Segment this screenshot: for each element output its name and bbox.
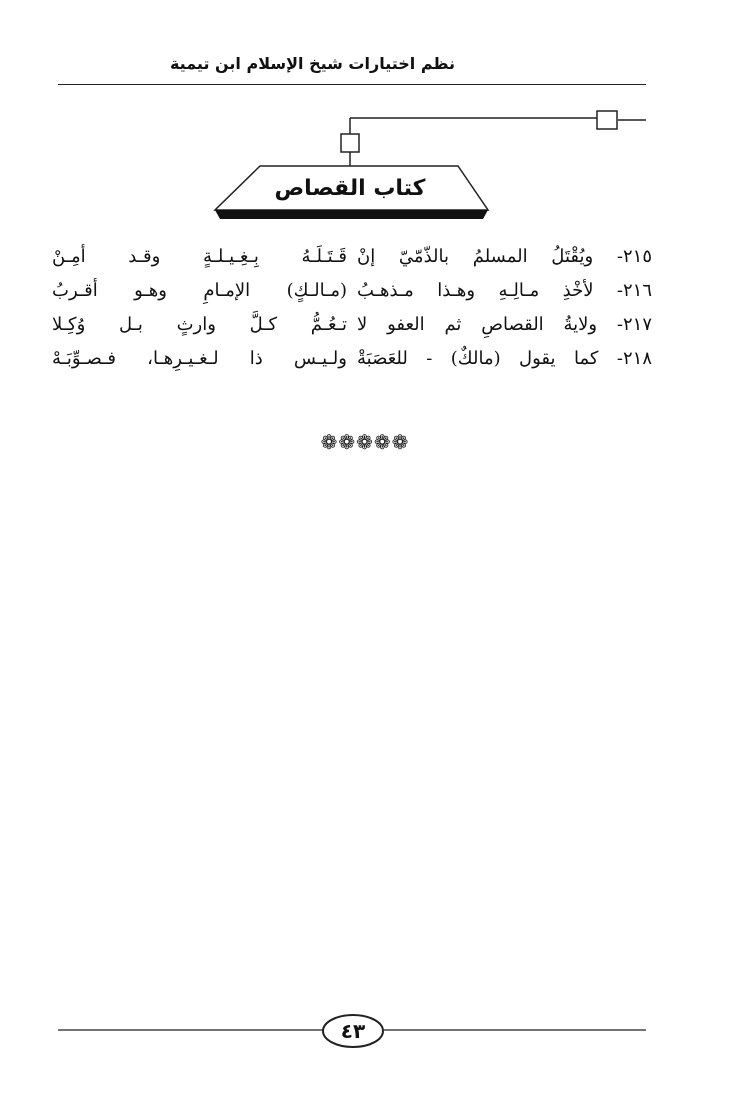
verse-first-hemistich: ٢١٦- لأخْذِ مـالِـهِ وهـذا مـذهـبُ [357, 280, 652, 301]
chapter-title: كتاب القصاص [274, 176, 426, 201]
verse-217 [52, 308, 652, 342]
verse-216 [52, 274, 652, 308]
chapter-connector [341, 111, 646, 166]
section-separator-flowers: ❁❁❁❁❁ [320, 430, 410, 454]
running-header-title: نظم اختيارات شيخ الإسلام ابن تيمية [169, 54, 455, 73]
page-number: ٤٣ [340, 1019, 366, 1043]
verse-second-hemistich: ولـيـس ذا لـغـيـرِهـا، فـصـوِّبَـهْ [52, 348, 347, 369]
verse-second-hemistich: (مـالـكٍ) الإمـامِ وهـو أقـربُ [52, 280, 347, 301]
verse-218 [52, 342, 652, 376]
verse-first-hemistich: ٢١٧- ولايةُ القصاصِ ثم العفو لا [357, 314, 652, 335]
verse-second-hemistich: قَـتَـلَـهُ بِـغِـيـلـةٍ وقـد أمِـنْ [52, 246, 347, 267]
verse-list [52, 240, 652, 376]
verse-first-hemistich: ٢١٨- كما يقول (مالكٌ) - للعَصَبَةْ [357, 348, 652, 369]
verse-first-hemistich: ٢١٥- ويُقْتَلُ المسلمُ بالذّمّيّ إنْ [357, 246, 652, 267]
verse-second-hemistich: تـعُـمُّ كـلَّ وارثٍ بـل وُكِـلا [52, 314, 347, 335]
verse-215 [52, 240, 652, 274]
